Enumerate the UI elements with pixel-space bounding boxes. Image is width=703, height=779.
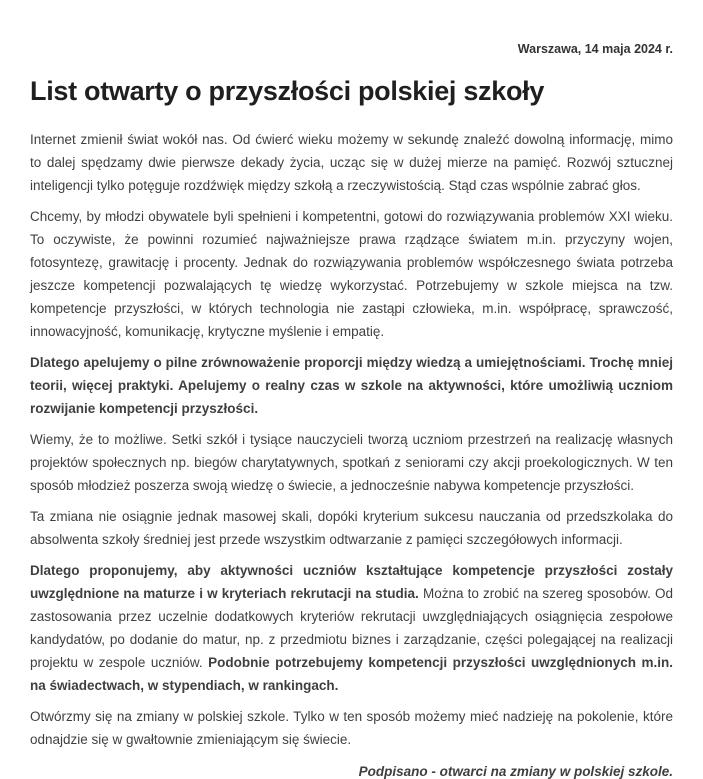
- bold-text-segment: Dlatego apelujemy o pilne zrównoważenie proporcji między wiedzą a umiejętnościami. Trochę mniej teorii, więcej praktyki. Apelujemy o realny czas w szkole na aktywności, które umożliwią uczniom rozwijanie kompetencji przyszłości.: [30, 355, 673, 417]
- paragraph: [30, 128, 673, 197]
- page-title: List otwarty o przyszłości polskiej szkoły: [30, 76, 545, 106]
- paragraph: [30, 205, 673, 343]
- text-segment: Chcemy, by młodzi obywatele byli spełnieni i kompetentni, gotowi do rozwiązywania problemów XXI wieku. To oczywiste, że powinni rozumieć najważniejsze prawa rządzące światem m.in. przyczyny wojen, fotosyntezę, grawitację i procenty. Jednak do rozwiązywania problemów współczesnego świata potrzeba jeszcze kompetencji pozwalających tę wiedzę wykorzystać. Potrzebujemy w szkole miejsca na tzw. kompetencje przyszłości, w których technologia nie zastąpi człowieka, m.in. współpracę, sprawczość, innowacyjność, komunikację, krytyczne myślenie i empatię.: [30, 209, 673, 340]
- text-segment: Ta zmiana nie osiągnie jednak masowej skali, dopóki kryterium sukcesu nauczania od przedszkolaka do absolwenta szkoły średniej jest przede wszystkim odtwarzanie z pamięci szczegółowych informacji.: [30, 509, 673, 548]
- bold-text-segment: Dlatego proponujemy, aby aktywności uczniów kształtujące kompetencje przyszłości zostały uwzględnione na maturze i w kryteriach rekrutacji na studia.: [30, 563, 673, 602]
- letter-body: [30, 128, 673, 751]
- text-segment: Otwórzmy się na zmiany w polskiej szkole. Tylko w ten sposób możemy mieć nadzieję na pokolenie, które odnajdzie się w gwałtownie zmieniającym się świecie.: [30, 709, 673, 748]
- paragraph: [30, 705, 673, 751]
- date-line: Warszawa, 14 maja 2024 r.: [517, 42, 673, 56]
- text-segment: Można to zrobić na szereg sposobów. Od zastosowania przez uczelnie dodatkowych kryteriów rekrutacji uwzględniających osiągnięcia zespołowe kandydatów, po dodanie do matur, np. z przedmiotu biznes i zarządzanie, części polegającej na realizacji projektu w zespole uczniów.: [30, 586, 673, 671]
- bold-text-segment: Podobnie potrzebujemy kompetencji przyszłości uwzględnionych m.in. na świadectwach, w stypendiach, w rankingach.: [30, 655, 673, 694]
- paragraph: [30, 428, 673, 497]
- paragraph: [30, 505, 673, 551]
- text-segment: Internet zmienił świat wokół nas. Od ćwierć wieku możemy w sekundę znaleźć dowolną informację, mimo to dalej spędzamy dwie pierwsze dekady życia, ucząc się w dużej mierze na pamięć. Rozwój sztucznej inteligencji tylko potęguje rozdźwięk między szkołą a rzeczywistością. Stąd czas wspólnie zabrać głos.: [30, 132, 673, 194]
- text-segment: Wiemy, że to możliwe. Setki szkół i tysiące nauczycieli tworzą uczniom przestrzeń na realizację własnych projektów społecznych np. biegów charytatywnych, spotkań z seniorami czy akcji proekologicznych. W ten sposób młodzież poszerza swoją wiedzę o świecie, a jednocześnie nabywa kompetencje przyszłości.: [30, 432, 673, 494]
- signature-line: Podpisano - otwarci na zmiany w polskiej szkole.: [358, 764, 673, 779]
- paragraph: [30, 559, 673, 697]
- paragraph: [30, 351, 673, 420]
